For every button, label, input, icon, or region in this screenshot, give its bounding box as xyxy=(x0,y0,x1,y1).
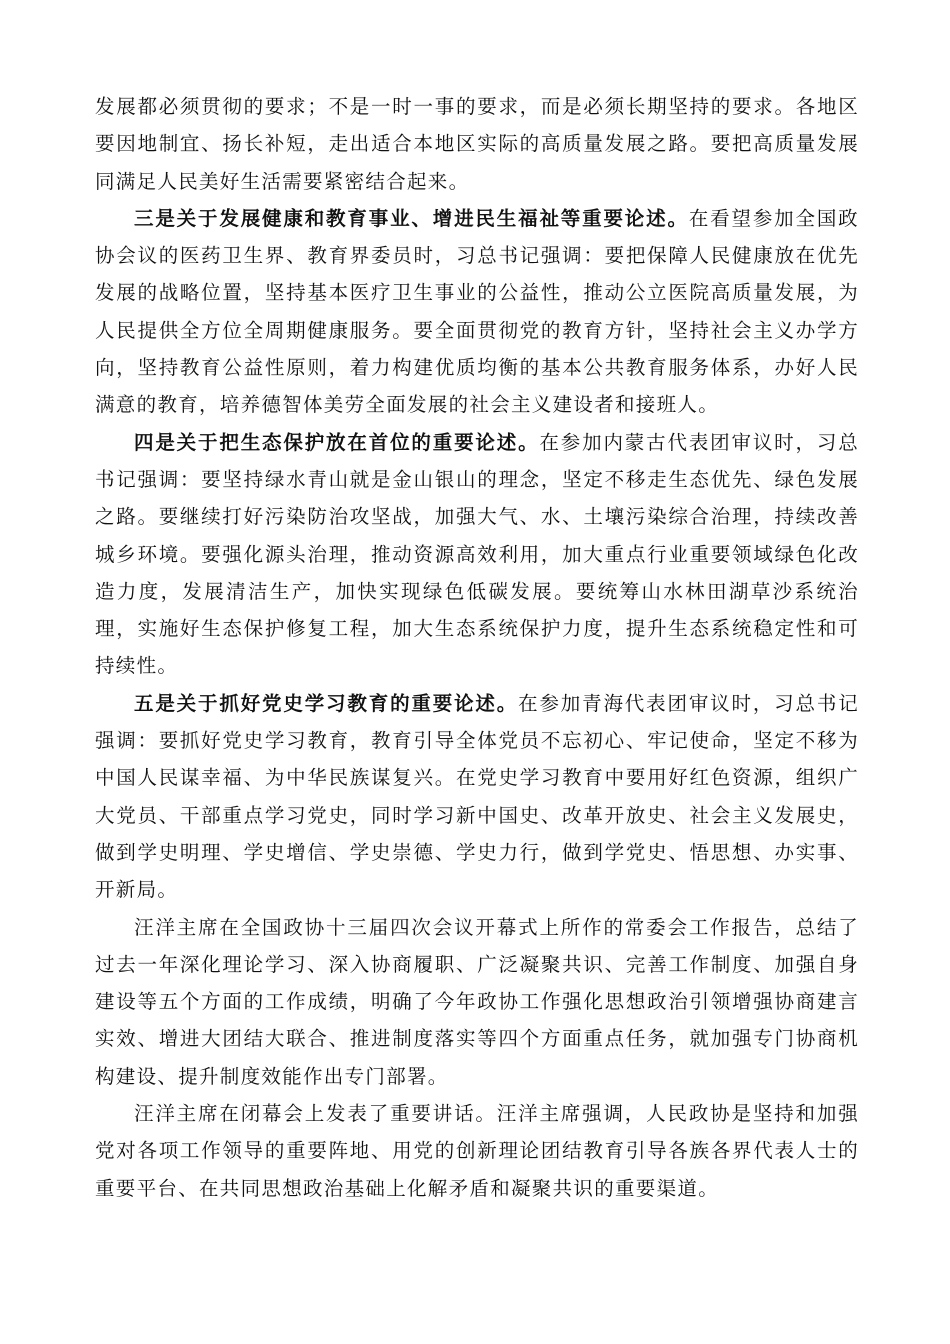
paragraph-closing-speech xyxy=(95,1095,859,1207)
paragraph-party-history xyxy=(95,685,859,909)
paragraph-heading: 四是关于把生态保护放在首位的重要论述。 xyxy=(134,430,540,454)
paragraph-health-education xyxy=(95,200,859,424)
paragraph-text: 在参加内蒙古代表团审议时，习总书记强调：要坚持绿水青山就是金山银山的理念，坚定不移走生态优先、绿色发展之路。要继续打好污染防治攻坚战，加强大气、水、土壤污染综合治理，持续改善城乡环境。要强化源头治理，推动资源高效利用，加大重点行业重要领域绿色化改造力度，发展清洁生产，加快实现绿色低碳发展。要统筹山水林田湖草沙系统治理，实施好生态保护修复工程，加大生态系统保护力度，提升生态系统稳定性和可持续性。 xyxy=(95,430,859,678)
paragraph-text: 发展都必须贯彻的要求；不是一时一事的要求，而是必须长期坚持的要求。各地区要因地制宜、扬长补短，走出适合本地区实际的高质量发展之路。要把高质量发展同满足人民美好生活需要紧密结合起来。 xyxy=(95,95,859,193)
paragraph-continuation xyxy=(95,88,859,200)
paragraph-text: 汪洋主席在闭幕会上发表了重要讲话。汪洋主席强调，人民政协是坚持和加强党对各项工作领导的重要阵地、用党的创新理论团结教育引导各族各界代表人士的重要平台、在共同思想政治基础上化解矛盾和凝聚共识的重要渠道。 xyxy=(95,1102,859,1200)
paragraph-work-report xyxy=(95,909,859,1095)
paragraph-text: 汪洋主席在全国政协十三届四次会议开幕式上所作的常委会工作报告，总结了过去一年深化理论学习、深入协商履职、广泛凝聚共识、完善工作制度、加强自身建设等五个方面的工作成绩，明确了今年政协工作强化思想政治引领增强协商建言实效、增进大团结大联合、推进制度落实等四个方面重点任务，就加强专门协商机构建设、提升制度效能作出专门部署。 xyxy=(95,915,859,1088)
paragraph-heading: 三是关于发展健康和教育事业、增进民生福祉等重要论述。 xyxy=(134,206,689,230)
paragraph-text: 在参加青海代表团审议时，习总书记强调：要抓好党史学习教育，教育引导全体党员不忘初心、牢记使命，坚定不移为中国人民谋幸福、为中华民族谋复兴。在党史学习教育中要用好红色资源，组织广大党员、干部重点学习党史，同时学习新中国史、改革开放史、社会主义发展史，做到学史明理、学史增信、学史崇德、学史力行，做到学党史、悟思想、办实事、开新局。 xyxy=(95,691,859,902)
paragraph-heading: 五是关于抓好党史学习教育的重要论述。 xyxy=(134,691,519,715)
document-page xyxy=(95,88,859,1207)
paragraph-ecology xyxy=(95,424,859,685)
paragraph-text: 在看望参加全国政协会议的医药卫生界、教育界委员时，习总书记强调：要把保障人民健康放在优先发展的战略位置，坚持基本医疗卫生事业的公益性，推动公立医院高质量发展，为人民提供全方位全周期健康服务。要全面贯彻党的教育方针，坚持社会主义办学方向，坚持教育公益性原则，着力构建优质均衡的基本公共教育服务体系，办好人民满意的教育，培养德智体美劳全面发展的社会主义建设者和接班人。 xyxy=(95,206,859,417)
